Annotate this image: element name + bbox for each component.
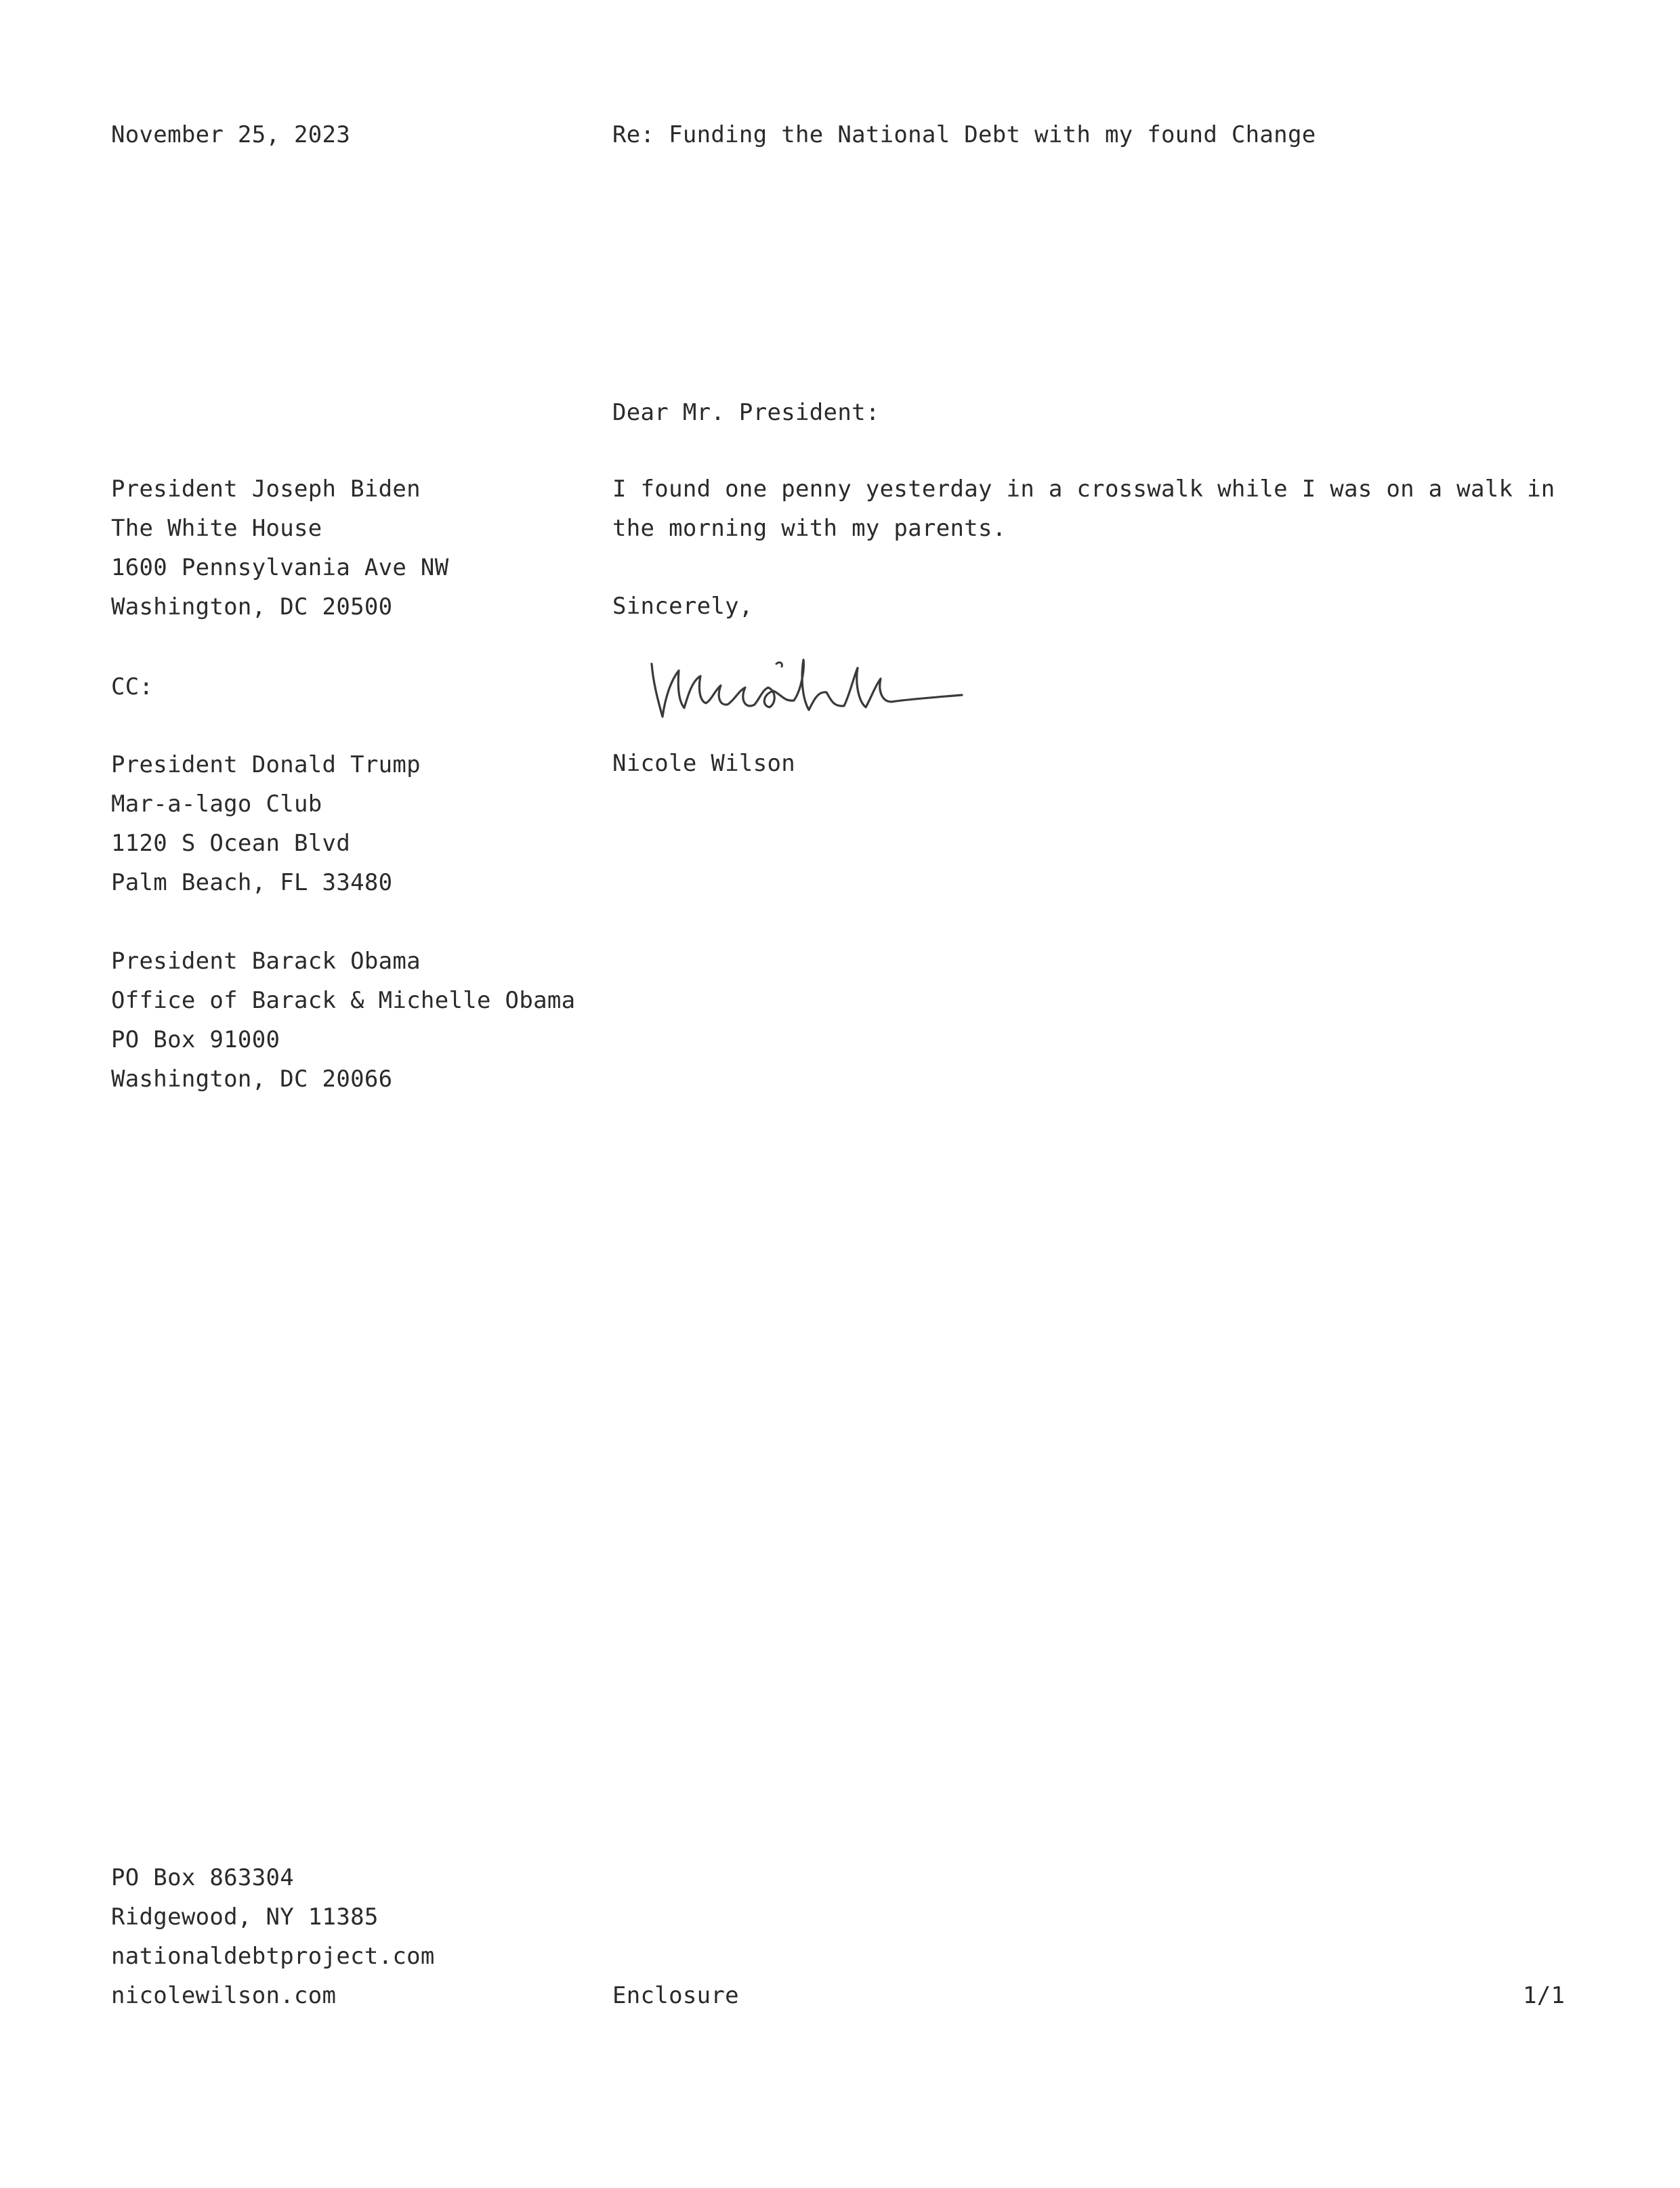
address-line: PO Box 91000: [111, 1026, 280, 1053]
cc-recipient: [111, 745, 421, 902]
address-line: Mar-a-lago Club: [111, 791, 322, 818]
enclosure-note: Enclosure: [612, 1982, 739, 2009]
address-line: PO Box 863304: [111, 1864, 295, 1891]
closing: Sincerely,: [612, 593, 753, 620]
address-line: Washington, DC 20500: [111, 593, 393, 620]
address-line: Office of Barack & Michelle Obama: [111, 987, 576, 1014]
address-line: Ridgewood, NY 11385: [111, 1903, 379, 1931]
letter-body: I found one penny yesterday in a crosswalk while I was on a walk in the morning with my parents.: [612, 476, 1555, 542]
signer-name: Nicole Wilson: [612, 750, 796, 777]
signature-stroke: [652, 660, 962, 717]
address-line: President Barack Obama: [111, 948, 421, 975]
cc-label: CC:: [111, 673, 154, 700]
website-line: nicolewilson.com: [111, 1982, 337, 2009]
page-number: 1/1: [1523, 1982, 1566, 2009]
address-line: President Joseph Biden: [111, 476, 421, 503]
return-address: [111, 1858, 435, 2015]
letter-subject: Re: Funding the National Debt with my found Change: [612, 121, 1316, 148]
handwritten-signature: [644, 650, 969, 732]
address-line: 1600 Pennsylvania Ave NW: [111, 554, 449, 581]
address-line: The White House: [111, 515, 322, 542]
letter-date: November 25, 2023: [111, 121, 351, 148]
address-line: Palm Beach, FL 33480: [111, 869, 393, 896]
cc-recipient: [111, 942, 575, 1099]
recipient-address: [111, 469, 448, 627]
website-line: nationaldebtproject.com: [111, 1943, 435, 1970]
salutation: Dear Mr. President:: [612, 399, 880, 426]
address-line: President Donald Trump: [111, 751, 421, 778]
signature-dot: [776, 662, 782, 667]
address-line: Washington, DC 20066: [111, 1066, 393, 1093]
address-line: 1120 S Ocean Blvd: [111, 830, 351, 857]
